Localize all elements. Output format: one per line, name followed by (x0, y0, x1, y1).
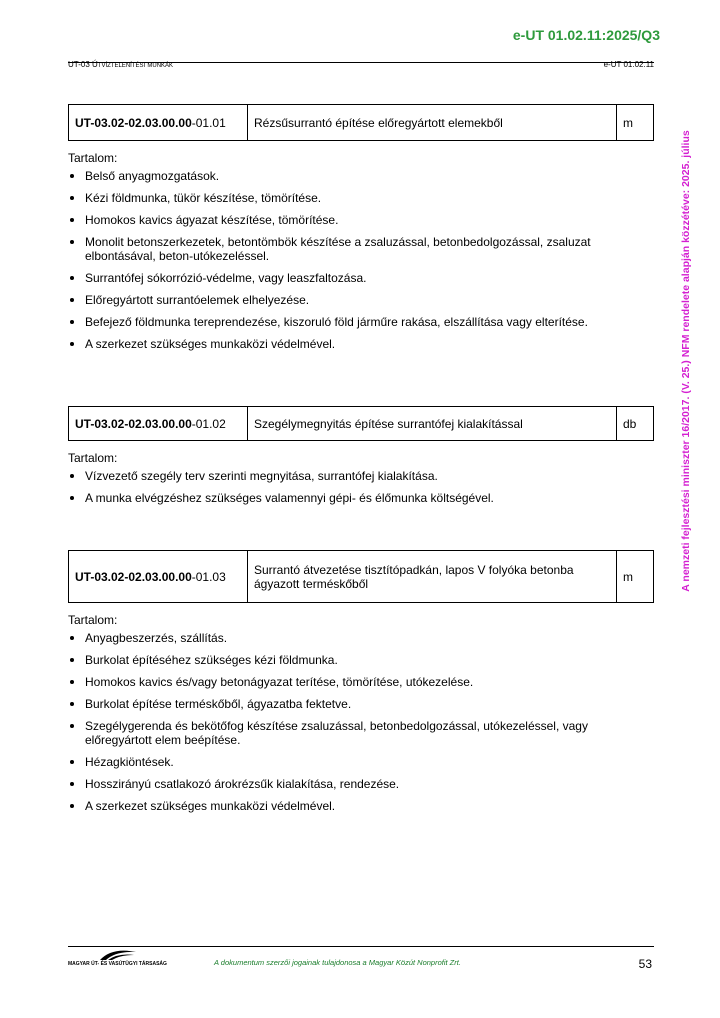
item-section-3 (68, 550, 654, 821)
society-logo (68, 949, 167, 971)
item-code-main: UT-03.02-02.03.00.00 (75, 115, 192, 130)
content-list (68, 169, 654, 351)
list-item: Burkolat építéséhez szükséges kézi földmunka. (68, 653, 654, 667)
list-item: Belső anyagmozgatások. (68, 169, 654, 183)
content-list (68, 469, 654, 505)
item-code (69, 105, 248, 141)
running-header-right: e-UT 01.02.11 (603, 60, 654, 69)
list-item: A munka elvégzéshez szükséges valamennyi gépi- és élőmunka költségével. (68, 491, 654, 505)
item-section-2 (68, 406, 654, 513)
list-item: Homokos kavics és/vagy betonágyazat terítése, tömörítése, utókezelése. (68, 675, 654, 689)
list-item: Szegélygerenda és bekötőfog készítése zsaluzással, betonbedolgozással, utókezeléssel, vagy előregyártott elem beépítése. (68, 719, 654, 747)
list-item: Anyagbeszerzés, szállítás. (68, 631, 654, 645)
list-item: Befejező földmunka tereprendezése, kiszoruló föld járműre rakása, elszállítása vagy elterítése. (68, 315, 654, 329)
item-code-main: UT-03.02-02.03.00.00 (75, 569, 192, 584)
list-item: A szerkezet szükséges munkaközi védelmével. (68, 799, 654, 813)
item-title: Surrantó átvezetése tisztítópadkán, lapos V folyóka betonba ágyazott terméskőből (248, 551, 617, 603)
item-title: Szegélymegnyitás építése surrantófej kialakítással (248, 407, 617, 441)
item-unit: m (617, 551, 654, 603)
page-number: 53 (638, 957, 652, 971)
footer-divider (68, 946, 654, 947)
item-header-table (68, 550, 654, 603)
publication-side-note-text: A nemzeti fejlesztési miniszter 16/2017. (V. 25.) NFM rendelete alapján közzétéve: 2025. július (680, 130, 692, 592)
chapter-title: Útvíztelenítési munkák (92, 60, 174, 69)
logo-text: MAGYAR ÚT- ÉS VASÚTÜGYI TÁRSASÁG (68, 961, 167, 967)
logo-swoosh-icon (98, 949, 138, 961)
list-item: Hézagkiöntések. (68, 755, 654, 769)
list-item: A szerkezet szükséges munkaközi védelmével. (68, 337, 654, 351)
running-header-left (68, 60, 173, 69)
chapter-code: UT-03 (68, 60, 90, 69)
content-list (68, 631, 654, 813)
content-label: Tartalom: (68, 613, 118, 627)
list-item: Burkolat építése terméskőből, ágyazatba fektetve. (68, 697, 654, 711)
running-header (68, 60, 654, 69)
list-item: Homokos kavics ágyazat készítése, tömörítése. (68, 213, 654, 227)
list-item: Előregyártott surrantóelemek elhelyezése. (68, 293, 654, 307)
item-code-suffix: -01.02 (191, 416, 226, 431)
item-code (69, 551, 248, 603)
content-label: Tartalom: (68, 451, 118, 465)
item-title: Rézsűsurrantó építése előregyártott elemekből (248, 105, 617, 141)
item-unit: db (617, 407, 654, 441)
list-item: Vízvezető szegély terv szerinti megnyitása, surrantófej kialakítása. (68, 469, 654, 483)
copyright-notice: A dokumentum szerzői jogainak tulajdonosa a Magyar Közút Nonprofit Zrt. (214, 958, 461, 967)
list-item: Monolit betonszerkezetek, betontömbök készítése a zsaluzással, betonbedolgozással, zsaluzat elbontásával, beton-utókezeléssel. (68, 235, 654, 263)
list-item: Kézi földmunka, tükör készítése, tömörítése. (68, 191, 654, 205)
item-code (69, 407, 248, 441)
item-code-suffix: -01.03 (191, 569, 226, 584)
item-header-table (68, 406, 654, 441)
list-item: Surrantófej sókorrózió-védelme, vagy leaszfaltozása. (68, 271, 654, 285)
publication-side-note (679, 96, 693, 626)
document-code: e-UT 01.02.11:2025/Q3 (512, 27, 660, 43)
item-unit: m (617, 105, 654, 141)
item-code-main: UT-03.02-02.03.00.00 (75, 416, 192, 431)
item-code-suffix: -01.01 (191, 115, 226, 130)
item-header-table (68, 104, 654, 141)
content-label: Tartalom: (68, 151, 118, 165)
list-item: Hosszirányú csatlakozó árokrézsűk kialakítása, rendezése. (68, 777, 654, 791)
item-section-1 (68, 104, 654, 359)
